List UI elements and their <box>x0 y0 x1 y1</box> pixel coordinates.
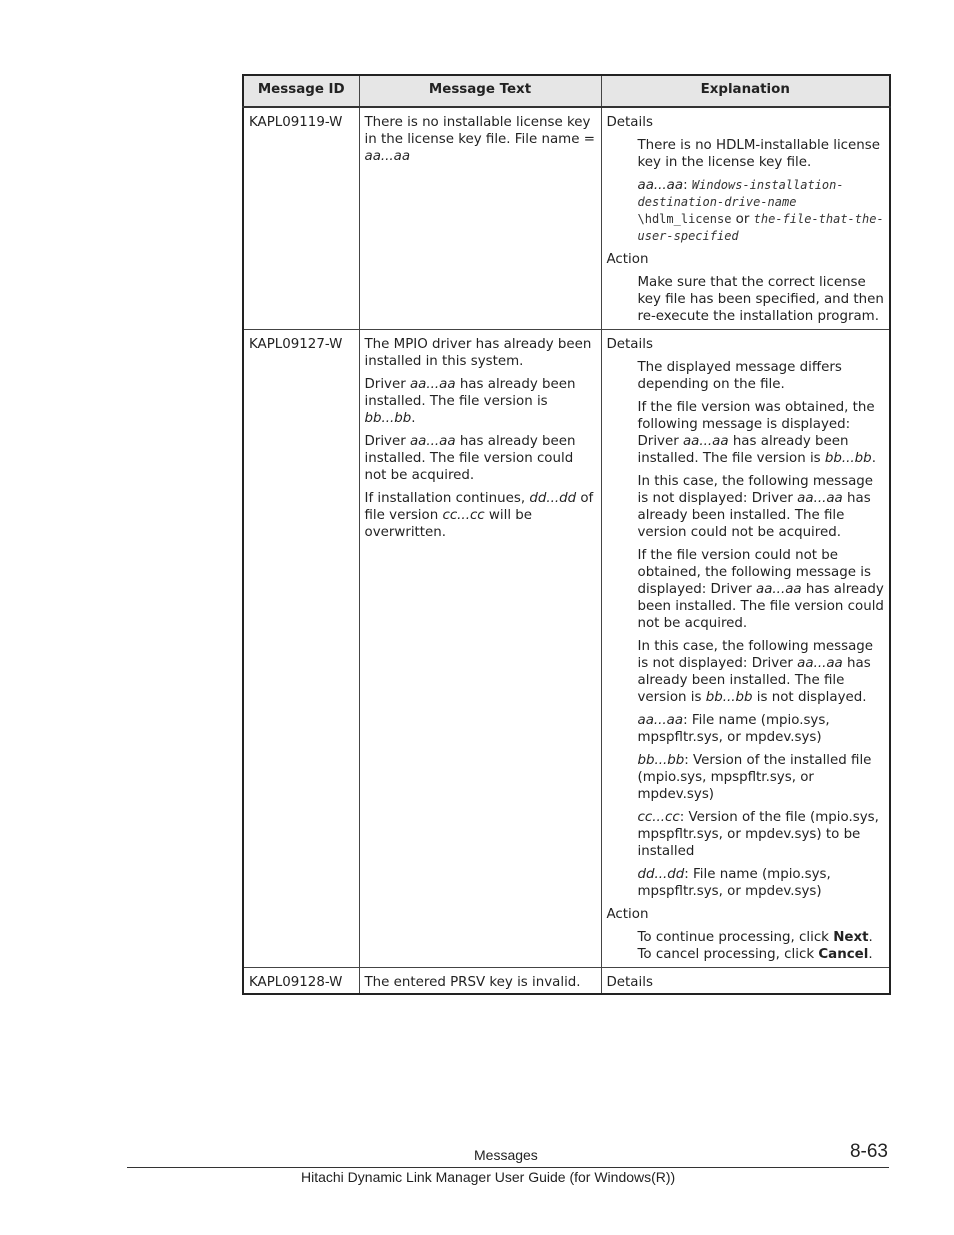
action-paragraph: Make sure that the correct license key file has been specified, and then re-execute the installation program. <box>637 275 884 324</box>
details-paragraph: bb...bb: Version of the installed file (mpio.sys, mpspfltr.sys, or mpdev.sys) <box>637 753 872 802</box>
message-id-cell: KAPL09119-W <box>243 107 359 330</box>
details-paragraph: cc...cc: Version of the file (mpio.sys, mpspfltr.sys, or mpdev.sys) to be installed <box>637 810 879 859</box>
explanation-cell <box>601 107 890 330</box>
details-paragraph: In this case, the following message is not displayed: Driver aa...aa has already been installed. The file version is bb...bb is not displayed. <box>637 639 874 705</box>
table-row <box>243 968 890 995</box>
action-paragraph: To continue processing, click Next. To cancel processing, click Cancel. <box>637 930 873 962</box>
messages-table <box>242 74 891 995</box>
table-row <box>243 107 890 330</box>
details-paragraph: aa...aa: File name (mpio.sys, mpspfltr.sys, or mpdev.sys) <box>637 713 830 745</box>
details-paragraph: There is no HDLM-installable license key in the license key file. <box>637 138 880 170</box>
message-text-paragraph: Driver aa...aa has already been installed. The file version is bb...bb. <box>364 377 576 426</box>
details-paragraph: If the file version was obtained, the following message is displayed: Driver aa...aa has already been installed. The file version is bb...bb. <box>637 400 876 466</box>
explanation-cell <box>601 968 890 995</box>
message-id-cell: KAPL09128-W <box>243 968 359 995</box>
explanation-cell <box>601 330 890 968</box>
table-header-row <box>243 75 890 107</box>
page-number: 8-63 <box>849 1141 888 1162</box>
message-text-cell: The entered PRSV key is invalid. <box>359 968 601 995</box>
message-text-paragraph: The MPIO driver has already been installed in this system. <box>364 337 592 369</box>
details-paragraph: If the file version could not be obtained, the following message is displayed: Driver aa...aa has already been installed. The file version could not be acquired. <box>637 548 884 631</box>
details-label: Details <box>606 115 653 130</box>
message-text-paragraph: Driver aa...aa has already been installed. The file version could not be acquired. <box>364 434 576 483</box>
details-paragraph: dd...dd: File name (mpio.sys, mpspfltr.sys, or mpdev.sys) <box>637 867 831 899</box>
message-text-cell <box>359 107 601 330</box>
action-label: Action <box>606 907 649 922</box>
footer-section-title: Messages <box>474 1147 538 1163</box>
footer-book-title: Hitachi Dynamic Link Manager User Guide (for Windows(R)) <box>301 1169 676 1185</box>
details-label: Details <box>606 975 653 990</box>
details-label: Details <box>606 337 653 352</box>
table-row <box>243 330 890 968</box>
message-text-paragraph: If installation continues, dd...dd of file version cc...cc will be overwritten. <box>364 491 594 540</box>
footer-divider <box>127 1167 889 1168</box>
header-explanation: Explanation <box>601 75 890 107</box>
message-text-paragraph: There is no installable license key in the license key file. File name = aa...aa <box>364 115 595 164</box>
details-paragraph: In this case, the following message is not displayed: Driver aa...aa has already been installed. The file version could not be acquired. <box>637 474 874 540</box>
cancel-button-reference: Cancel <box>818 947 869 962</box>
next-button-reference: Next <box>833 930 869 945</box>
details-paragraph: The displayed message differs depending on the file. <box>637 360 842 392</box>
action-label: Action <box>606 252 649 267</box>
message-text-cell <box>359 330 601 968</box>
details-paragraph: aa...aa: Windows-installation-destination-drive-name \hdlm_license or the-file-that-the-user-specified <box>637 178 884 243</box>
header-message-id: Message ID <box>243 75 359 107</box>
message-id-cell: KAPL09127-W <box>243 330 359 968</box>
header-message-text: Message Text <box>359 75 601 107</box>
